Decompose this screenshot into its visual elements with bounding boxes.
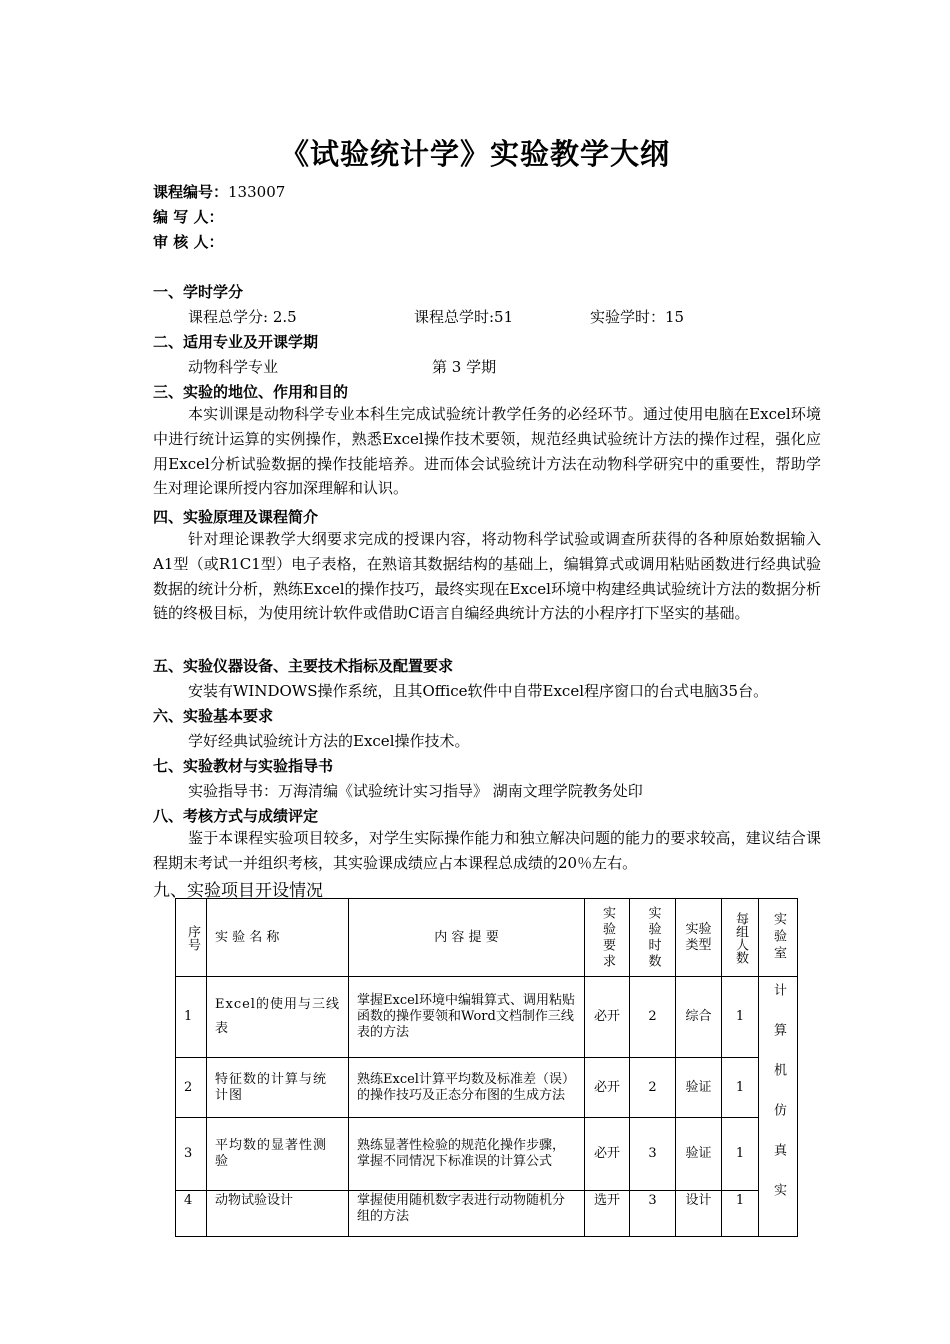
table-row xyxy=(176,1058,798,1118)
row-4-requirement: 选开 xyxy=(585,1191,630,1237)
row-3-group-size: 1 xyxy=(722,1118,759,1191)
row-3-content: 熟练显著性检验的规范化操作步骤，掌握不同情况下标准误的计算公式 xyxy=(349,1118,585,1191)
row-1-group-size: 1 xyxy=(722,977,759,1058)
total-hours: 课程总学时:51 xyxy=(414,308,514,326)
lab-room-value: 计算机仿真实 xyxy=(771,983,786,1223)
total-credits: 课程总学分: 2.5 xyxy=(188,308,297,326)
row-3-no: 3 xyxy=(176,1118,207,1191)
header-type: 实验类型 xyxy=(676,899,722,977)
lab-hours: 实验学时：15 xyxy=(590,308,685,326)
section-7-text: 实验指导书：万海清编《试验统计实习指导》 湖南文理学院教务处印 xyxy=(188,782,643,800)
header-group-size: 每组人数 xyxy=(722,899,759,977)
section-8-heading: 八、考核方式与成绩评定 xyxy=(153,807,319,825)
row-3-name: 平均数的显著性测验 xyxy=(207,1118,349,1191)
row-3-hours: 3 xyxy=(630,1118,676,1191)
row-3-type: 验证 xyxy=(676,1118,722,1191)
row-2-requirement: 必开 xyxy=(585,1058,630,1118)
course-code-value: 133007 xyxy=(228,183,286,201)
reviewer-line xyxy=(153,231,223,252)
section-2-heading: 二、适用专业及开课学期 xyxy=(153,333,319,351)
row-1-type: 综合 xyxy=(676,977,722,1058)
header-content: 内 容 提 要 xyxy=(349,899,585,977)
major: 动物科学专业 xyxy=(188,358,279,376)
row-2-type: 验证 xyxy=(676,1058,722,1118)
section-8-text: 鉴于本课程实验项目较多，对学生实际操作能力和独立解决问题的能力的要求较高，建议结合课程期末考试一并组织考核，其实验课成绩应占本课程总成绩的20％左右。 xyxy=(153,829,821,872)
row-1-requirement: 必开 xyxy=(585,977,630,1058)
header-hours: 实验时数 xyxy=(630,899,676,977)
section-3-text: 本实训课是动物科学专业本科生完成试验统计教学任务的必经环节。通过使用电脑在Excel环境中进行统计运算的实例操作，熟悉Excel操作技术要领，规范经典试验统计方法的操作过程，强化应用Excel分析试验数据的操作技能培养。进而体会试验统计方法在动物科学研究中的重要性，帮助学生对理论课所授内容加深理解和认识。 xyxy=(153,405,821,498)
section-4-text: 针对理论课教学大纲要求完成的授课内容，将动物科学试验或调查所获得的各种原始数据输入A1型（或R1C1型）电子表格，在熟谙其数据结构的基础上，编辑算式或调用粘贴函数进行经典试验数据的统计分析，熟练Excel的操作技巧，最终实现在Excel环境中构建经典试验统计方法的数据分析链的终极目标，为使用统计软件或借助C语言自编经典统计方法的小程序打下坚实的基础。 xyxy=(153,530,821,623)
section-7-heading: 七、实验教材与实验指导书 xyxy=(153,757,334,775)
table-row xyxy=(176,977,798,1058)
table-header-row xyxy=(176,899,798,977)
header-no: 序号 xyxy=(176,899,207,977)
header-name: 实 验 名 称 xyxy=(207,899,349,977)
row-1-content: 掌握Excel环境中编辑算式、调用粘贴函数的操作要领和Word文档制作三线表的方法 xyxy=(349,977,585,1058)
row-1-no: 1 xyxy=(176,977,207,1058)
author-line xyxy=(153,206,223,227)
row-4-name: 动物试验设计 xyxy=(207,1191,349,1237)
lab-room-cell xyxy=(759,977,798,1237)
row-4-group-size: 1 xyxy=(722,1191,759,1237)
section-5-heading: 五、实验仪器设备、主要技术指标及配置要求 xyxy=(153,657,454,675)
semester: 第 3 学期 xyxy=(432,358,497,376)
row-4-type: 设计 xyxy=(676,1191,722,1237)
row-2-name: 特征数的计算与统计图 xyxy=(207,1058,349,1118)
row-4-hours: 3 xyxy=(630,1191,676,1237)
row-3-requirement: 必开 xyxy=(585,1118,630,1191)
row-2-hours: 2 xyxy=(630,1058,676,1118)
section-1-heading: 一、学时学分 xyxy=(153,283,244,301)
section-5-text: 安装有WINDOWS操作系统，且其Office软件中自带Excel程序窗口的台式电脑35台。 xyxy=(188,682,769,700)
section-3-heading: 三、实验的地位、作用和目的 xyxy=(153,383,349,401)
document-title: 《试验统计学》实验教学大纲 xyxy=(279,137,670,171)
row-4-content: 掌握使用随机数字表进行动物随机分组的方法 xyxy=(349,1191,585,1237)
section-6-text: 学好经典试验统计方法的Excel操作技术。 xyxy=(188,732,470,750)
header-lab: 实验室 xyxy=(759,899,798,977)
section-6-heading: 六、实验基本要求 xyxy=(153,707,274,725)
header-requirement: 实验要求 xyxy=(585,899,630,977)
table-row xyxy=(176,1191,798,1237)
row-2-content: 熟练Excel计算平均数及标准差（误）的操作技巧及正态分布图的生成方法 xyxy=(349,1058,585,1118)
row-2-no: 2 xyxy=(176,1058,207,1118)
course-code-label: 课程编号： xyxy=(153,183,229,201)
course-code-line xyxy=(153,181,285,202)
section-4-heading: 四、实验原理及课程简介 xyxy=(153,508,319,526)
experiment-table xyxy=(175,898,798,1237)
row-4-no: 4 xyxy=(176,1191,207,1237)
reviewer-label: 审 核 人： xyxy=(153,233,224,251)
author-label: 编 写 人： xyxy=(153,208,224,226)
section-9-heading: 九、实验项目开设情况 xyxy=(153,881,323,901)
row-1-name: Excel的使用与三线表 xyxy=(207,977,349,1058)
row-1-hours: 2 xyxy=(630,977,676,1058)
table-row xyxy=(176,1118,798,1191)
row-2-group-size: 1 xyxy=(722,1058,759,1118)
